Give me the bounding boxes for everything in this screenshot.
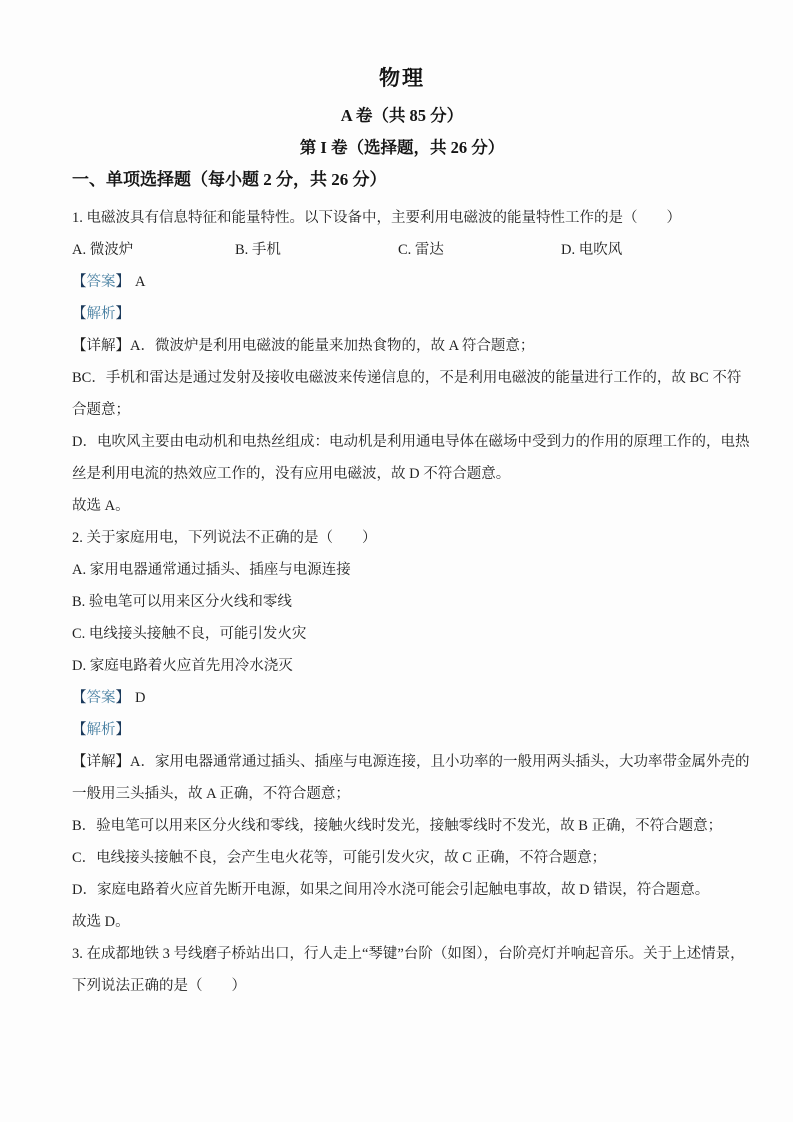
- answer-label: 答案: [86, 274, 116, 290]
- answer-value: A: [135, 274, 146, 290]
- option-c: C. 雷达: [398, 242, 444, 258]
- question-1-analysis-line: [72, 298, 732, 330]
- question-2-stem: 2. 关于家庭用电，下列说法不正确的是（ ）: [72, 530, 377, 546]
- bracket-close: 】: [115, 274, 130, 290]
- detail-line: 故选 D。: [72, 914, 130, 930]
- option-d: D. 电吹风: [561, 242, 623, 258]
- detail-line: D．电吹风主要由电动机和电热丝组成：电动机是利用通电导体在磁场中受到力的作用的原理工作的，电热: [72, 434, 750, 450]
- question-3-stem-line: 下列说法正确的是（ ）: [72, 978, 246, 994]
- option-b: B. 验电笔可以用来区分火线和零线: [72, 594, 292, 610]
- analysis-label: 解析: [86, 722, 116, 738]
- bracket-open: 【: [72, 690, 87, 706]
- section-heading: 一、单项选择题（每小题 2 分，共 26 分）: [72, 170, 387, 189]
- detail-line: D．家庭电路着火应首先断开电源，如果之间用冷水浇可能会引起触电事故，故 D 错误，符合题意。: [72, 882, 710, 898]
- answer-label: 答案: [86, 690, 116, 706]
- analysis-label: 解析: [86, 306, 116, 322]
- option-c: C. 电线接头接触不良，可能引发火灾: [72, 626, 307, 642]
- bracket-close: 】: [115, 690, 130, 706]
- detail-line: 【详解】A．微波炉是利用电磁波的能量来加热食物的，故 A 符合题意；: [72, 338, 535, 354]
- option-b: B. 手机: [235, 242, 281, 258]
- question-1-answer-line: [72, 266, 732, 298]
- document-content: [72, 56, 750, 1002]
- detail-line: 【详解】A．家用电器通常通过插头、插座与电源连接，且小功率的一般用两头插头，大功率带金属外壳的: [72, 754, 750, 770]
- bracket-open: 【: [72, 306, 87, 322]
- subtitle-part-one: 第 I 卷（选择题，共 26 分）: [299, 138, 505, 157]
- detail-line: 合题意；: [72, 402, 130, 418]
- detail-line: B．验电笔可以用来区分火线和零线，接触火线时发光，接触零线时不发光，故 B 正确，不符合题意；: [72, 818, 723, 834]
- question-1-options: [72, 234, 732, 266]
- question-3: [72, 938, 745, 1002]
- option-a: A. 微波炉: [72, 242, 134, 258]
- detail-line: 故选 A。: [72, 498, 130, 514]
- answer-value: D: [135, 690, 146, 706]
- question-2: [72, 522, 750, 938]
- question-1: [72, 202, 750, 522]
- detail-line: 丝是利用电流的热效应工作的，没有应用电磁波，故 D 不符合题意。: [72, 466, 511, 482]
- subtitle-volume-a: A 卷（共 85 分）: [340, 106, 464, 125]
- bracket-close: 】: [115, 306, 130, 322]
- option-a: A. 家用电器通常通过插头、插座与电源连接: [72, 562, 351, 578]
- bracket-close: 】: [115, 722, 130, 738]
- option-d: D. 家庭电路着火应首先用冷水浇灭: [72, 658, 293, 674]
- bracket-open: 【: [72, 274, 87, 290]
- question-3-stem-line: 3. 在成都地铁 3 号线磨子桥站出口，行人走上“琴键”台阶（如图），台阶亮灯并响起音乐。关于上述情景，: [72, 946, 745, 962]
- question-1-stem: 1. 电磁波具有信息特征和能量特性。以下设备中，主要利用电磁波的能量特性工作的是（ ）: [72, 210, 681, 226]
- detail-line: C．电线接头接触不良，会产生电火花等，可能引发火灾，故 C 正确，不符合题意；: [72, 850, 607, 866]
- detail-line: BC．手机和雷达是通过发射及接收电磁波来传递信息的，不是利用电磁波的能量进行工作的，故 BC 不符: [72, 370, 742, 386]
- question-2-answer-line: [72, 682, 732, 714]
- page-title: 物理: [379, 66, 425, 90]
- detail-line: 一般用三头插头，故 A 正确，不符合题意；: [72, 786, 350, 802]
- bracket-open: 【: [72, 722, 87, 738]
- question-2-analysis-line: [72, 714, 732, 746]
